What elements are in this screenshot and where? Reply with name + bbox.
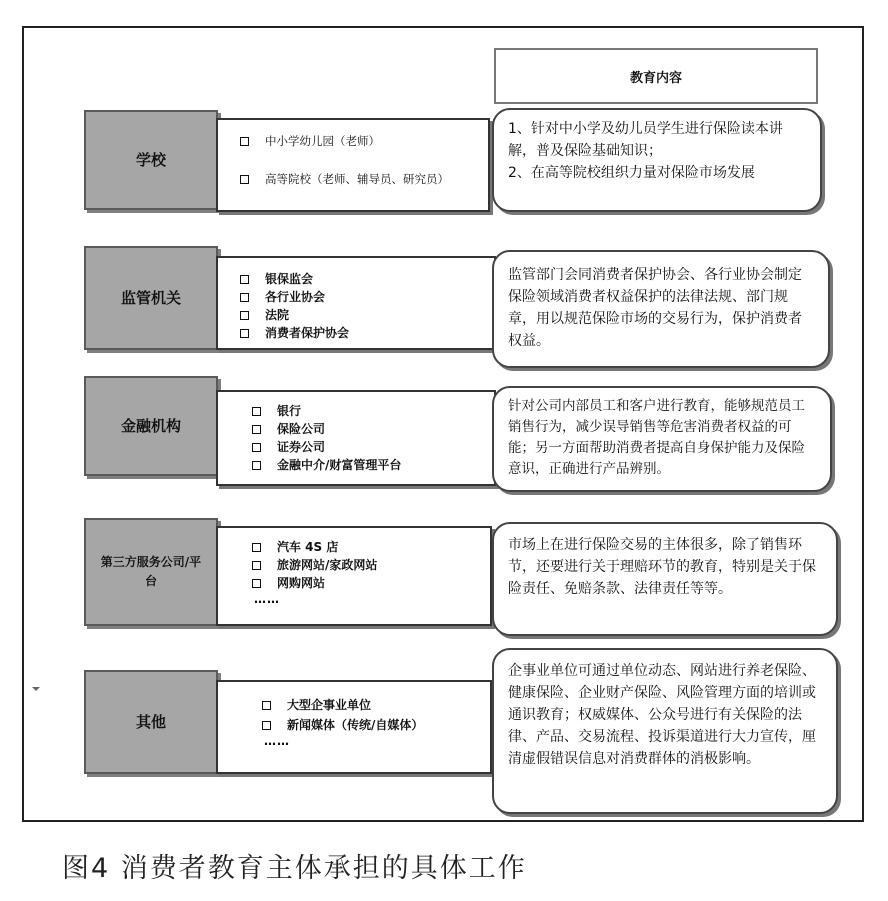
checkbox-icon	[240, 137, 249, 146]
checkbox-icon	[252, 407, 261, 416]
list-item: 法院	[240, 306, 484, 324]
list-item: 旅游网站/家政网站	[252, 556, 480, 574]
list-item: 金融中介/财富管理平台	[252, 456, 484, 474]
label-regulator: 监管机关	[84, 246, 218, 350]
items-other	[216, 680, 492, 774]
list-item: 各行业协会	[240, 288, 484, 306]
label-third-party: 第三方服务公司/平台	[84, 518, 218, 626]
label-other: 其他	[84, 670, 218, 774]
items-school	[216, 118, 490, 212]
checkbox-icon	[240, 275, 249, 284]
checkbox-icon	[252, 543, 261, 552]
list-item: 保险公司	[252, 420, 484, 438]
list-item: 银保监会	[240, 270, 484, 288]
checkbox-icon	[240, 329, 249, 338]
list-item: 汽车 4S 店	[252, 538, 480, 556]
list-item: 大型企事业单位	[262, 696, 480, 714]
items-financial-institution	[216, 390, 496, 486]
checkbox-icon	[252, 425, 261, 434]
more-ellipsis: ……	[254, 592, 280, 606]
desc-regulator: 监管部门会同消费者保护协会、各行业协会制定保险领域消费者权益保护的法律法规、部门规章，用以规范保险市场的交易行为，保护消费者权益。	[492, 250, 830, 368]
label-financial-institution: 金融机构	[84, 376, 218, 476]
list-item: 新闻媒体（传统/自媒体）	[262, 716, 480, 734]
checkbox-icon	[252, 461, 261, 470]
items-regulator	[216, 256, 496, 350]
desc-third-party: 市场上在进行保险交易的主体很多，除了销售环节，还要进行关于理赔环节的教育，特别是关于保险责任、免赔条款、法律责任等等。	[492, 522, 838, 636]
figure-caption: 图4 消费者教育主体承担的具体工作	[62, 853, 527, 884]
list-item: 消费者保护协会	[240, 324, 484, 342]
checkbox-icon	[240, 175, 249, 184]
checkbox-icon	[240, 293, 249, 302]
checkbox-icon	[262, 721, 271, 730]
checkbox-icon	[252, 579, 261, 588]
checkbox-icon	[252, 443, 261, 452]
list-item: 银行	[252, 402, 484, 420]
checkbox-icon	[252, 561, 261, 570]
list-item: 中小学幼儿园（老师）	[240, 132, 478, 150]
desc-financial-institution: 针对公司内部员工和客户进行教育，能够规范员工销售行为，减少误导销售等危害消费者权益的可能；另一方面帮助消费者提高自身保护能力及保险意识，正确进行产品辨别。	[492, 386, 832, 492]
items-third-party	[216, 526, 492, 626]
desc-school: 1、针对中小学及幼儿员学生进行保险读本讲解，普及保险基础知识； 2、在高等院校组织力量对保险市场发展	[492, 108, 822, 212]
label-school: 学校	[84, 110, 218, 210]
header-education-content: 教育内容	[494, 48, 818, 104]
list-item: 证券公司	[252, 438, 484, 456]
checkbox-icon	[262, 701, 271, 710]
desc-other: 企事业单位可通过单位动态、网站进行养老保险、健康保险、企业财产保险、风险管理方面的培训或通识教育；权威媒体、公众号进行有关保险的法律、产品、交易流程、投诉渠道进行大力宣传，厘清虚假错误信息对消费群体的消极影响。	[492, 648, 838, 814]
list-item: 高等院校（老师、辅导员、研究员）	[240, 170, 478, 188]
more-ellipsis: ……	[264, 734, 290, 748]
caret-down-icon	[32, 687, 40, 691]
list-item: 网购网站	[252, 574, 480, 592]
checkbox-icon	[240, 311, 249, 320]
